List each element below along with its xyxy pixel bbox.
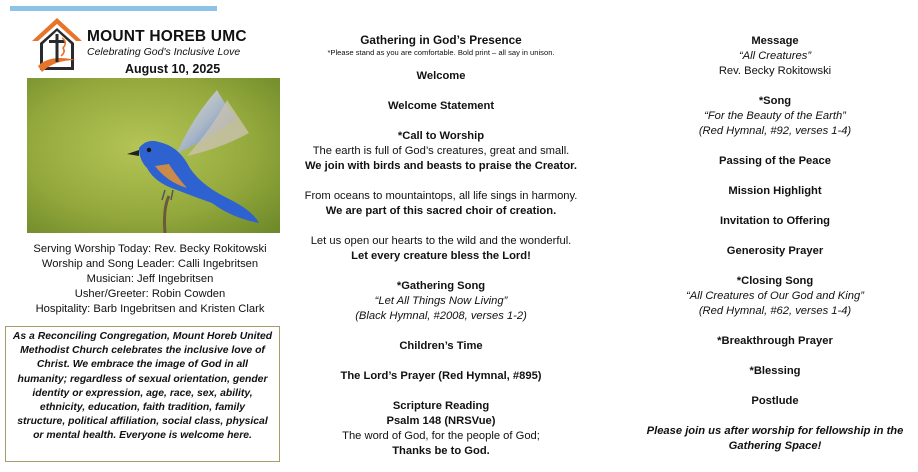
fellowship-invitation: Please join us after worship for fellowship in the [646, 425, 904, 437]
welcome-statement-heading: Welcome Statement [387, 100, 495, 112]
serving-line: Usher/Greeter: Robin Cowden [74, 288, 226, 300]
gathering-song-title: “Let All Things Now Living” [374, 295, 508, 307]
breakthrough-prayer-heading: *Breakthrough Prayer [717, 335, 833, 347]
thanks-response: Thanks be to God. [392, 445, 490, 457]
song-heading: *Song [758, 95, 792, 107]
statement-line: identity or expression, age, race, sex, ability, [32, 387, 253, 399]
church-tagline: Celebrating God's Inclusive Love [87, 46, 241, 58]
closing-song-title: “All Creatures of Our God and King” [686, 290, 864, 302]
message-heading: Message [751, 35, 799, 47]
serving-line: Worship and Song Leader: Calli Ingebritsen [41, 258, 259, 270]
gathering-song-heading: *Gathering Song [396, 280, 486, 292]
mission-highlight-heading: Mission Highlight [728, 185, 822, 197]
serving-list [0, 242, 300, 317]
call-to-worship-heading: *Call to Worship [397, 130, 485, 142]
scripture-reading-heading: Scripture Reading [392, 400, 490, 412]
instruction-note: *Please stand as you are comfortable. Bold print – all say in unison. [327, 48, 555, 57]
song-reference: (Red Hymnal, #92, verses 1-4) [698, 125, 852, 137]
statement-line: structure, political affiliation, social class, physical [17, 416, 268, 428]
generosity-prayer-heading: Generosity Prayer [726, 245, 824, 257]
call-to-worship-line: The earth is full of God’s creatures, great and small. [312, 145, 570, 157]
call-to-worship-response: We join with birds and beasts to praise the Creator. [304, 160, 578, 172]
statement-line: As a Reconciling Congregation, Mount Horeb United [12, 331, 273, 342]
section-title: Gathering in God’s Presence [360, 33, 522, 47]
psalm-reference: Psalm 148 (NRSVue) [386, 415, 496, 427]
call-to-worship-line: Let us open our hearts to the wild and the wonderful. [310, 235, 572, 247]
passing-peace-heading: Passing of the Peace [719, 155, 831, 167]
blessing-heading: *Blessing [749, 365, 801, 377]
church-name: MOUNT HOREB UMC [87, 28, 247, 45]
childrens-time-heading: Children’s Time [399, 340, 483, 352]
statement-line: Christ. We embrace the image of God in all [36, 359, 249, 371]
statement-line: or mental health. Everyone is welcome here. [33, 430, 252, 442]
gathering-song-reference: (Black Hymnal, #2008, verses 1-2) [355, 310, 527, 322]
statement-line: ethnicity, education, faith tradition, family [39, 402, 246, 414]
statement-line: Methodist Church celebrates the inclusive love of [20, 345, 265, 357]
call-to-worship-response: We are part of this sacred choir of creation. [325, 205, 557, 217]
serving-line: Serving Worship Today: Rev. Becky Rokitowski [33, 243, 267, 255]
message-title: “All Creatures” [738, 50, 812, 62]
fellowship-invitation: Gathering Space! [728, 440, 822, 452]
closing-song-reference: (Red Hymnal, #62, verses 1-4) [698, 305, 852, 317]
serving-line: Musician: Jeff Ingebritsen [86, 273, 214, 285]
statement-line: humanity; regardless of sexual orientation, gender [17, 373, 268, 385]
serving-line: Hospitality: Barb Ingebritsen and Kristen Clark [35, 303, 265, 315]
bluebird-photo [27, 78, 280, 233]
message-speaker: Rev. Becky Rokitowski [718, 65, 832, 77]
service-date: August 10, 2025 [125, 62, 221, 76]
reconciling-statement [5, 326, 280, 462]
word-of-god-line: The word of God, for the people of God; [342, 430, 540, 442]
offering-heading: Invitation to Offering [719, 215, 830, 227]
lords-prayer-heading: The Lord’s Prayer (Red Hymnal, #895) [340, 370, 542, 382]
left-column [0, 0, 290, 472]
welcome-heading: Welcome [416, 70, 466, 82]
church-logo-icon [30, 16, 84, 76]
call-to-worship-line: From oceans to mountaintops, all life sings in harmony. [304, 190, 578, 202]
closing-song-heading: *Closing Song [736, 275, 814, 287]
postlude-heading: Postlude [751, 395, 799, 407]
call-to-worship-response: Let every creature bless the Lord! [351, 250, 531, 262]
song-title: “For the Beauty of the Earth” [704, 110, 846, 122]
